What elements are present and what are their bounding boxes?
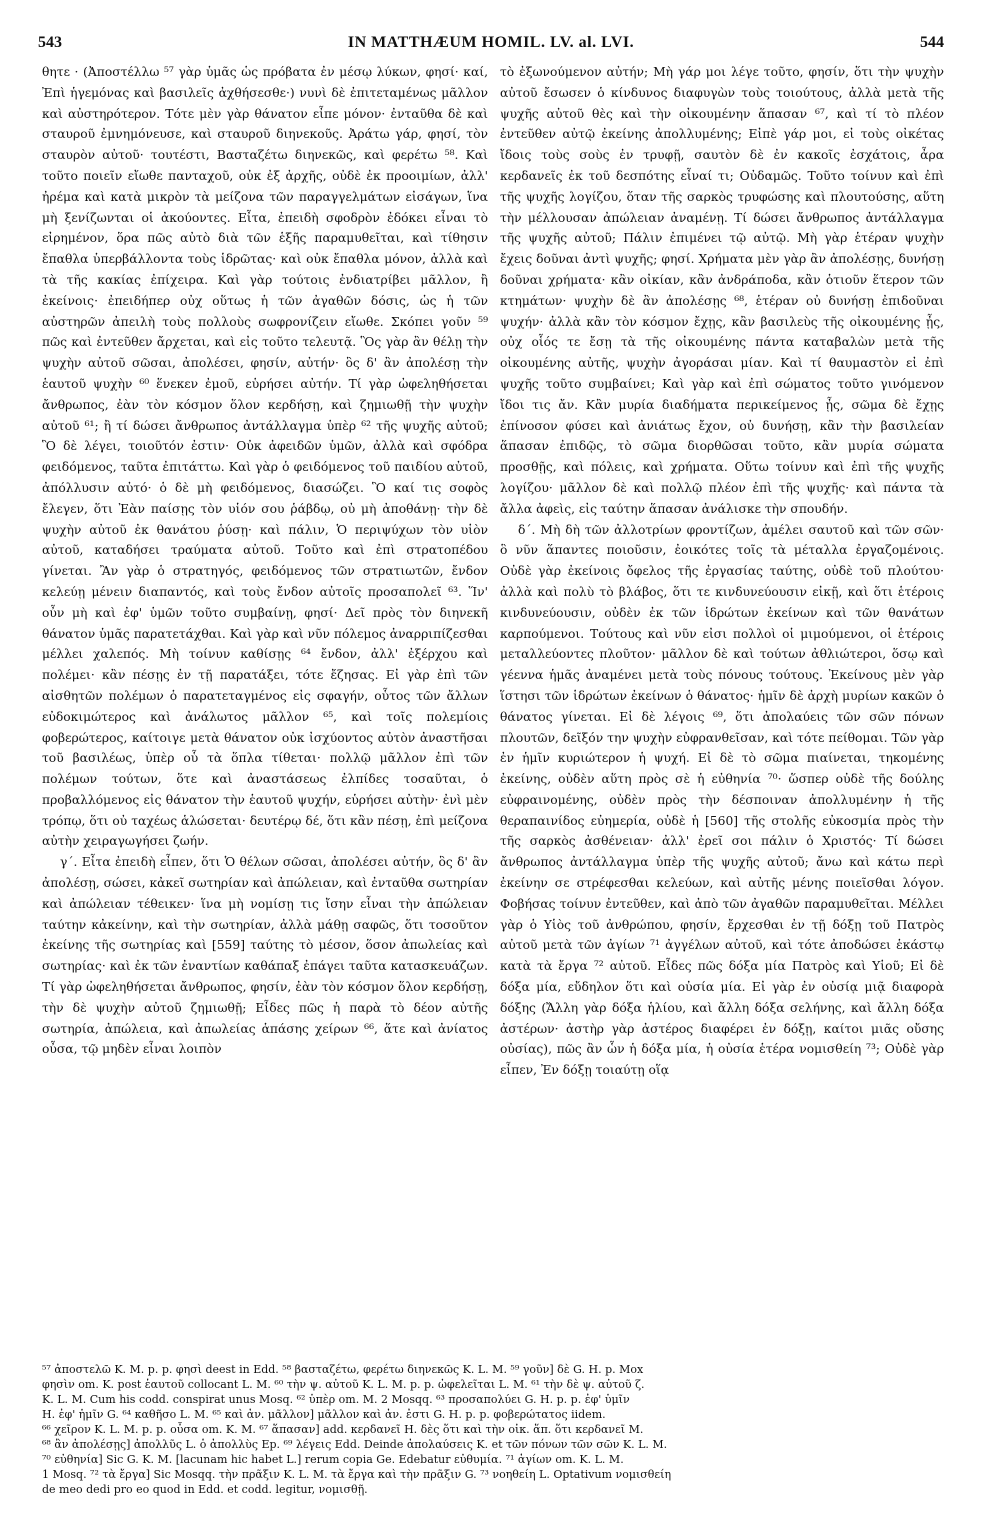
paragraph: θητε · (Ἀποστέλλω ⁵⁷ γὰρ ὑμᾶς ὡς πρόβατα ἐν μέσῳ λύκων, φησί· καί, Ἐπὶ ἡγεμόνας καὶ βασιλεῖς ἀχθήσεσθε·) νυνὶ δὲ ἐπιτεταμένως μᾶλλον καὶ αὐστηρότερον. Τότε μὲν γὰρ θάνατον εἶπε μόνον· ἐνταῦθα δὲ καὶ σταυροῦ ἐμνημόνευσε, καὶ σταυροῦ διηνεκοῦς. Ἀράτω γάρ, φησί, τὸν σταυρὸν αὐτοῦ· τουτέστι, Βασταζέτω διηνεκῶς, καὶ φερέτω ⁵⁸. Καὶ τοῦτο ποιεῖν εἴωθε πανταχοῦ, οὐκ ἐξ ἀρχῆς, οὐδὲ ἐκ προοιμίων, ἀλλ' ἠρέμα καὶ κατὰ μικρὸν τὰ μείζονα τῶν παραγγελμάτων εἰσάγων, ἵνα μὴ ξενίζωνται οἱ ἀκούοντες. Εἶτα, ἐπειδὴ σφοδρὸν ἐδόκει εἶναι τὸ εἰρημένον, ὅρα πῶς αὐτὸ διὰ τῶν ἑξῆς παραμυθεῖται, καὶ τίθησιν ἔπαθλα ὑπερβάλλοντα τοὺς ἱδρῶτας· καὶ οὐκ ἔπαθλα μόνον, ἀλλὰ καὶ τὰ τῆς κακίας ἐπίχειρα. Καὶ γὰρ τούτοις ἐνδιατρίβει μᾶλλον, ἢ ἐκείνοις· ἐπειδήπερ οὐχ οὕτως ἡ τῶν ἀγαθῶν δόσις, ὡς ἡ τῶν αὐστηρῶν ἀπειλὴ τοὺς πολλοὺς σωφρονίζειν εἴωθε. Σκόπει γοῦν ⁵⁹ πῶς καὶ ἐντεῦθεν ἄρχεται, καὶ εἰς τοῦτο τελευτᾷ. Ὃς γὰρ ἂν θέλῃ τὴν ψυχὴν αὐτοῦ σῶσαι, ἀπολέσει, φησίν, αὐτήν· ὃς δ' ἂν ἀπολέσῃ τὴν ἑαυτοῦ ψυχὴν ⁶⁰ ἕνεκεν ἐμοῦ, εὑρήσει αὐτήν. Τί γὰρ ὠφεληθήσεται ἄνθρωπος, ἐὰν τὸν κόσμον ὅλον κερδήσῃ, καὶ ζημιωθῇ τὴν ψυχὴν αὐτοῦ ⁶¹; ἢ τί δώσει ἄνθρωπος ἀντάλλαγμα ὑπὲρ ⁶² τῆς ψυχῆς αὐτοῦ; Ὃ δὲ λέγει, τοιοῦτόν ἐστιν· Οὐκ ἀφειδῶν ὑμῶν, ἀλλὰ καὶ σφόδρα φειδόμενος, ταῦτα ἐπιτάττω. Καὶ γὰρ ὁ φειδόμενος τοῦ παιδίου αὐτοῦ, ἀπόλλυσιν αὐτό· ὁ δὲ μὴ φειδόμενος, διασώζει. Ὃ καί τις σοφὸς ἔλεγεν, ὅτι Ἐὰν παίσῃς τὸν υἱόν σου ῥάβδῳ, οὐ μὴ ἀποθάνῃ· τὴν δὲ ψυχὴν αὐτοῦ ἐκ θανάτου ῥύσῃ· καὶ πάλιν, Ὁ περιψύχων τὸν υἱὸν αὐτοῦ, καταδήσει τραύματα αὐτοῦ. Τοῦτο καὶ ἐπὶ στρατοπέδου γίνεται. Ἂν γὰρ ὁ στρατηγός, φειδόμενος τῶν στρατιωτῶν, ἔνδον κελεύῃ μένειν διαπαντός, καὶ τοὺς ἔνδον αὐτοῖς προσαπολεῖ ⁶³. Ἵν' οὖν μὴ καὶ ἐφ' ὑμῶν τοῦτο συμβαίνῃ, φησί· Δεῖ πρὸς τὸν διηνεκῆ θάνατον ὑμᾶς παρατετάχθαι. Καὶ γὰρ καὶ νῦν πόλεμος ἀναρριπίζεσθαι μέλλει χαλεπός. Μὴ τοίνυν καθίσῃς ⁶⁴ ἔνδον, ἀλλ' ἐξέρχου καὶ πολέμει· κἂν πέσῃς ἐν τῇ παρατάξει, τότε ἔζησας. Εἰ γὰρ ἐπὶ τῶν αἰσθητῶν πολέμων ὁ παρατεταγμένος εἰς σφαγήν, οὗτος τῶν ἄλλων εὐδοκιμώτερος καὶ ἀνάλωτος μᾶλλον ⁶⁵, καὶ τοῖς πολεμίοις φοβερώτερος, καίτοιγε μετὰ θάνατον οὐκ ἰσχύοντος αὐτὸν ἀναστῆσαι τοῦ βασιλέως, ὑπὲρ οὗ τὰ ὅπλα τίθεται· πολλῷ μᾶλλον ἐπὶ τῶν πολέμων τούτων, ὅτε καὶ ἀναστάσεως ἐλπίδες τοσαῦται, ὁ προβαλλόμενος εἰς θάνατον τὴν ἑαυτοῦ ψυχήν, εὑρήσει αὐτὴν· ἐνὶ μὲν τρόπῳ, ὅτι οὐ ταχέως ἁλώσεται· δευτέρῳ δέ, ὅτι κἂν πέσῃ, ἐπὶ μείζονα αὐτὴν χειραγωγήσει ζωήν. xyxy=(42,65,488,849)
paragraph: τὸ ἐξωνούμενον αὐτήν; Μὴ γάρ μοι λέγε τοῦτο, φησίν, ὅτι τὴν ψυχὴν αὐτοῦ ἔσωσεν ὁ κίνδυνος διαφυγὼν τοὺς τοιούτους, ἀλλὰ μετὰ τῆς ψυχῆς αὐτοῦ θὲς καὶ τὴν οἰκουμένην ἅπασαν ⁶⁷, καὶ τί τὸ πλέον ἐντεῦθεν αὐτῷ ἐκείνης ἀπολλυμένης; Εἰπὲ γάρ μοι, εἰ τοὺς οἰκέτας ἴδοις τοὺς σοὺς ἐν τρυφῇ, σαυτὸν δὲ ἐν κακοῖς ἐσχάτοις, ἆρα κερδανεῖς ἐκ τοῦ δεσπότης εἶναί τι; Οὐδαμῶς. Τοῦτο τοίνυν καὶ ἐπὶ τῆς ψυχῆς λογίζου, ὅταν τῆς σαρκὸς τρυφώσης καὶ πλουτούσης, αὕτη τὴν μέλλουσαν ἀπώλειαν ἀναμένῃ. Τί δώσει ἄνθρωπος ἀντάλλαγμα τῆς ψυχῆς αὐτοῦ; Πάλιν ἐπιμένει τῷ αὐτῷ. Μὴ γὰρ ἑτέραν ψυχὴν ἔχεις δοῦναι ἀντὶ ψυχῆς; φησί. Χρήματα μὲν γὰρ ἂν ἀπολέσῃς, δυνήσῃ δοῦναι χρήματα· κἂν οἰκίαν, κἂν ἀνδράποδα, κἂν ὁτιοῦν ἕτερον τῶν κτημάτων· ψυχὴν δὲ ἂν ἀπολέσῃς ⁶⁸, ἑτέραν οὐ δυνήσῃ ἐπιδοῦναι ψυχήν· ἀλλὰ κἂν τὸν κόσμον ἔχῃς, κἂν βασιλεὺς τῆς οἰκουμένης ᾖς, οὐχ οἷός τε ἔσῃ τὰ τῆς οἰκουμένης πάντα καταβαλὼν μετὰ τῆς οἰκουμένης αὐτῆς, ψυχὴν ἀγοράσαι μίαν. Καὶ τί θαυμαστὸν εἰ ἐπὶ ψυχῆς τοῦτο συμβαίνει; Καὶ γὰρ καὶ ἐπὶ σώματος τοῦτο γινόμενον ἴδοι τις ἄν. Κἂν μυρία διαδήματα περικείμενος ᾖς, σῶμα δὲ ἔχῃς ἐπίνοσον φύσει καὶ ἀνιάτως ἔχον, οὐ δυνήσῃ, κἂν τὴν βασιλείαν ἅπασαν ἐπιδῷς, τὸ σῶμα διορθῶσαι τοῦτο, κἂν μυρία σώματα προσθῇς, καὶ πόλεις, καὶ χρήματα. Οὕτω τοίνυν καὶ ἐπὶ τῆς ψυχῆς λογίζου· μᾶλλον δὲ καὶ πολλῷ πλέον ἐπὶ τῆς ψυχῆς· καὶ πάντα τὰ ἄλλα ἀφεὶς, εἰς ταύτην ἅπασαν ἀνάλισκε τὴν σπουδήν. xyxy=(500,65,944,516)
running-title: IN MATTHÆUM HOMIL. LV. al. LVI. xyxy=(347,34,635,51)
footnote-line: ⁷⁰ εὐθηνία] Sic G. K. M. [lacunam hic habet L.] rerum copia Ge. Edebatur εὐθυμία. ⁷¹ ἁγίων om. K. L. M. xyxy=(42,1453,624,1466)
footnote-line: ⁶⁶ χεῖρον K. L. M. p. p. οὖσα om. K. M. ⁶⁷ ἅπασαν] add. κερδανεῖ H. δὲς ὅτι καὶ τὴν οἰκ. ἅπ. ὅτι κερδανεῖ M. xyxy=(42,1423,644,1436)
footnote-line: 1 Mosq. ⁷² τὰ ἔργα] Sic Mosqq. τὴν πρᾶξιν K. L. M. τὰ ἔργα καὶ τὴν πρᾶξιν G. ⁷³ νοηθείη L. Optativum νομισθείη xyxy=(42,1468,672,1481)
footnote-line: ⁶⁸ ἂν ἀπολέσῃς] ἀπολλῦς L. ὁ ἀπολλὺς Ep. ⁶⁹ λέγεις Edd. Deinde ἀπολαύσεις K. et τῶν πόνων τῶν σῶν K. L. M. xyxy=(42,1438,668,1451)
footnote-line: ⁵⁷ ἀποστελῶ K. M. p. p. φησὶ deest in Edd. ⁵⁸ βασταζέτω, φερέτω διηνεκῶς K. L. M. ⁵⁹ γοῦν] δὲ G. H. p. Mox xyxy=(42,1363,644,1376)
left-page-number: 543 xyxy=(38,34,62,51)
paragraph: γ΄. Εἶτα ἐπειδὴ εἶπεν, ὅτι Ὁ θέλων σῶσαι, ἀπολέσει αὐτήν, ὃς δ' ἂν ἀπολέσῃ, σώσει, κἀκεῖ σωτηρίαν καὶ ἀπώλειαν, καὶ ἐνταῦθα σωτηρίαν καὶ ἀπώλειαν τέθεικεν· ἵνα μὴ νομίσῃ τις ἴσην εἶναι τὴν ἀπώλειαν ταύτην κἀκείνην, καὶ τὴν σωτηρίαν, ἀλλὰ μάθῃ σαφῶς, ὅτι τοσοῦτον ἐκείνης τῆς σωτηρίας καὶ [559] ταύτης τὸ μέσον, ὅσον ἀπωλείας καὶ σωτηρίας· καὶ ἐκ τῶν ἐναντίων καθάπαξ ἐπάγει ταῦτα κατασκευάζων. Τί γὰρ ὠφεληθήσεται ἄνθρωπος, φησίν, ἐὰν τὸν κόσμον ὅλον κερδήσῃ, τὴν δὲ ψυχὴν αὐτοῦ ζημιωθῇ; Εἶδες πῶς ἡ παρὰ τὸ δέον αὐτῆς σωτηρία, ἀπώλεια, καὶ ἀπωλείας ἁπάσης χείρων ⁶⁶, ἅτε καὶ ἀνίατος οὖσα, τῷ μηδὲν εἶναι λοιπὸν xyxy=(42,855,488,1057)
footnote-line: K. L. M. Cum his codd. conspirat unus Mosq. ⁶² ὑπὲρ om. M. 2 Mosqq. ⁶³ προσαπολύει G. H. p. p. ἐφ' ὑμῖν xyxy=(42,1393,630,1406)
footnotes xyxy=(42,1362,944,1532)
running-header xyxy=(38,34,944,58)
right-page-number: 544 xyxy=(920,34,944,51)
footnote-line: de meo dedi pro eo quod in Edd. et codd. legitur, νομισθῇ. xyxy=(42,1483,368,1496)
footnote-line: φησὶν om. K. post ἑαυτοῦ collocant L. M. ⁶⁰ τὴν ψ. αὐτοῦ K. L. M. p. p. ὠφελεῖται L. M. ⁶¹ τὴν δὲ ψ. αὐτοῦ ζ. xyxy=(42,1378,645,1391)
footnote-line: H. ἐφ' ἡμῖν G. ⁶⁴ καθῆσο L. M. ⁶⁵ καὶ ἀν. μᾶλλον] μᾶλλον καὶ ἀν. ἐστι G. H. p. p. φοβερώτατος iidem. xyxy=(42,1408,606,1421)
right-text-column xyxy=(500,62,944,1332)
paragraph: δ΄. Μὴ δὴ τῶν ἀλλοτρίων φροντίζων, ἀμέλει σαυτοῦ καὶ τῶν σῶν· ὃ νῦν ἅπαντες ποιοῦσιν, ἐοικότες τοῖς τὰ μέταλλα ἐργαζομένοις. Οὐδὲ γὰρ ἐκείνοις ὄφελος τῆς ἐργασίας ταύτης, οὐδὲ τοῦ πλούτου· ἀλλὰ καὶ πολὺ τὸ βλάβος, ὅτι τε κινδυνεύουσιν εἰκῇ, καὶ ὅτι ἑτέροις κινδυνεύουσιν, οὐδὲν ἐκ τῶν ἱδρώτων ἐκείνων καὶ τῶν θανάτων καρπούμενοι. Τούτους καὶ νῦν εἰσι πολλοὶ οἱ μιμούμενοι, οἱ ἑτέροις μεταλλεύοντες πλοῦτον· μᾶλλον δὲ καὶ τούτων ἀθλιώτεροι, ὅσῳ καὶ γέεννα ἡμᾶς ἀναμένει μετὰ τοὺς πόνους τούτους. Ἐκείνους μὲν γὰρ ἵστησι τῶν ἱδρώτων ἐκείνων ὁ θάνατος· ἡμῖν δὲ ἀρχὴ μυρίων κακῶν ὁ θάνατος γίνεται. Εἰ δὲ λέγοις ⁶⁹, ὅτι ἀπολαύεις τῶν σῶν πόνων πλουτῶν, δεῖξόν την ψυχὴν εὐφρανθεῖσαν, καὶ τότε πείθομαι. Τῶν γὰρ ἐν ἡμῖν κυριώτερον ἡ ψυχή. Εἰ δὲ τὸ σῶμα πιαίνεται, τηκομένης ἐκείνης, οὐδὲν αὕτη πρὸς σὲ ἡ εὐθηνία ⁷⁰· ὥσπερ οὐδὲ τῆς δούλης εὐφραινομένης, οὐδὲν πρὸς τὴν δέσποιναν ἀπολλυμένην ἡ τῆς θεραπαινίδος εὐημερία, οὐδὲ ἡ [560] τῆς στολῆς εὐκοσμία πρὸς τὴν τῆς σαρκὸς ἀσθένειαν· ἀλλ' ἐρεῖ σοι πάλιν ὁ Χριστός· Τί δώσει ἄνθρωπος ἀντάλλαγμα ὑπὲρ τῆς ψυχῆς αὐτοῦ; ἄνω καὶ κάτω περὶ ἐκείνην σε στρέφεσθαι κελεύων, καὶ αὐτῆς μένης ποιεῖσθαι λόγον. Φοβήσας τοίνυν ἐντεῦθεν, καὶ ἀπὸ τῶν ἀγαθῶν παραμυθεῖται. Μέλλει γὰρ ὁ Υἱὸς τοῦ ἀνθρώπου, φησίν, ἔρχεσθαι ἐν τῇ δόξῃ τοῦ Πατρὸς αὐτοῦ μετὰ τῶν ἀγίων ⁷¹ ἀγγέλων αὐτοῦ, καὶ τότε ἀποδώσει ἑκάστῳ κατὰ τὰ ἔργα ⁷² αὐτοῦ. Εἶδες πῶς δόξα μία Πατρὸς καὶ Υἱοῦ; Εἰ δὲ δόξα μία, εὔδηλον ὅτι καὶ οὐσία μία. Εἰ γὰρ ἐν οὐσίᾳ μιᾷ διαφορὰ δόξης (Ἄλλη γὰρ δόξα ἡλίου, καὶ ἄλλη δόξα σελήνης, καὶ ἄλλη δόξα ἀστέρων· ἀστὴρ γὰρ ἀστέρος διαφέρει ἐν δόξῃ, καίτοι μιᾶς οὔσης οὐσίας), πῶς ἂν ὧν ἡ δόξα μία, ἡ οὐσία ἑτέρα νομισθείη ⁷³; Οὐδὲ γὰρ εἶπεν, Ἐν δόξῃ τοιαύτῃ οἵᾳ xyxy=(500,522,944,1078)
left-text-column xyxy=(42,62,488,1332)
